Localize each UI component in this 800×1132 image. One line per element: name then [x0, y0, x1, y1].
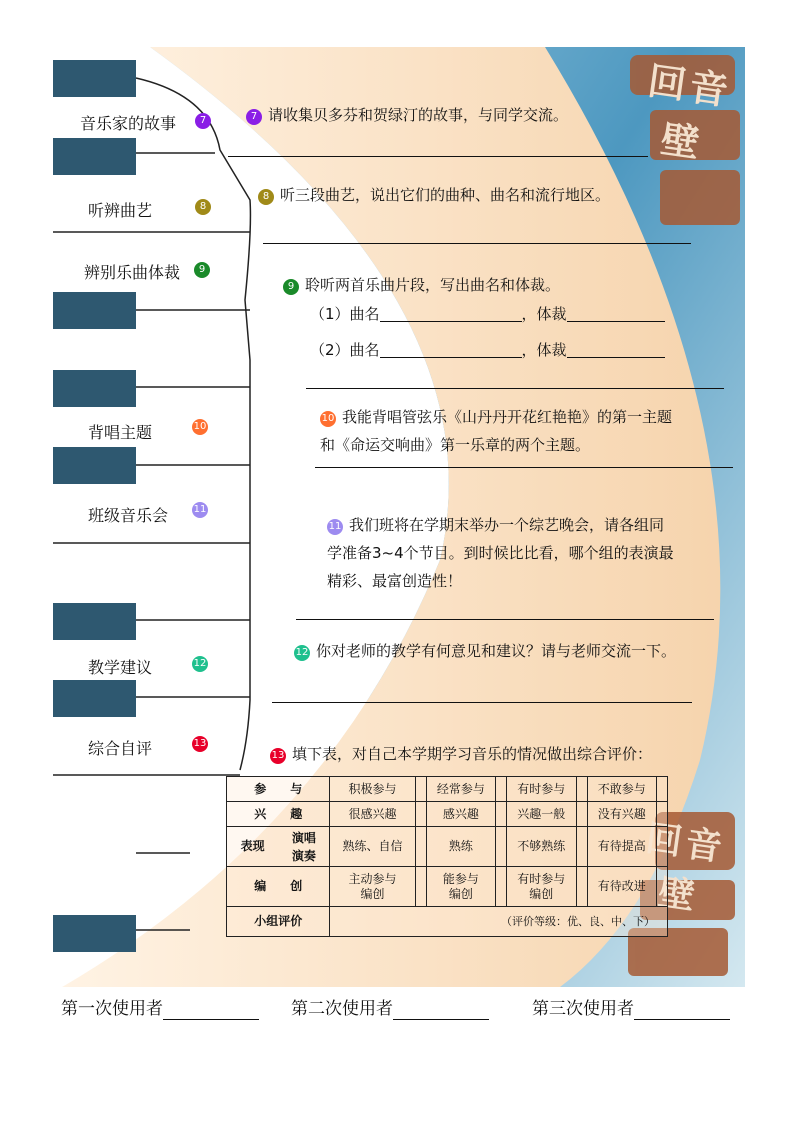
task-13-text: 填下表，对自己本学期学习音乐的情况做出综合评价： — [292, 745, 653, 763]
footer-user-1 — [61, 994, 259, 1020]
task-11 — [327, 511, 664, 540]
navy-tab — [53, 60, 136, 97]
badge-7-icon: 7 — [195, 113, 211, 129]
row-label-participation: 参 与 — [227, 777, 330, 802]
genre-blank-1[interactable] — [567, 303, 665, 322]
checkbox-cell[interactable] — [415, 827, 426, 867]
task-10-line1: 我能背唱管弦乐《山丹丹开花红艳艳》的第一主题 — [342, 408, 673, 426]
table-cell: 熟练、自信 — [330, 827, 415, 867]
badge-9-icon: 9 — [194, 262, 210, 278]
table-row — [227, 827, 668, 867]
genre-label: ，体裁 — [521, 341, 567, 359]
table-cell: 有待提高 — [587, 827, 657, 867]
checkbox-cell[interactable] — [576, 802, 587, 827]
checkbox-cell[interactable] — [496, 867, 507, 907]
user-2-label: 第二次使用者 — [291, 999, 393, 1019]
table-cell: 积极参与 — [330, 777, 415, 802]
table-cell: 没有兴趣 — [587, 802, 657, 827]
task-10-line2: 和《命运交响曲》第一乐章的两个主题。 — [320, 436, 591, 454]
task-7-text: 请收集贝多芬和贺绿汀的故事，与同学交流。 — [268, 106, 569, 124]
task-13 — [270, 740, 652, 769]
table-row — [227, 907, 668, 937]
genre-blank-2[interactable] — [567, 339, 665, 358]
sidebar-item-quyi: 听辨曲艺 — [88, 201, 153, 220]
badge-13-icon: 13 — [270, 748, 286, 764]
checkbox-cell[interactable] — [657, 777, 668, 802]
song-name-blank-2[interactable] — [380, 339, 522, 358]
row-sublabel-sing-play — [278, 827, 330, 867]
user-2-blank[interactable] — [393, 997, 489, 1020]
navy-tab — [53, 680, 136, 717]
sing-label: 演唱 — [291, 830, 316, 845]
badge-12-icon: 12 — [294, 645, 310, 661]
badge-11-icon: 11 — [192, 502, 208, 518]
table-cell: 有时参与 编创 — [507, 867, 576, 907]
navy-tab — [53, 292, 136, 329]
row-label-group-eval: 小组评价 — [227, 907, 330, 937]
task-9-answer-2 — [310, 336, 665, 365]
task-11-line1: 我们班将在学期末举办一个综艺晚会，请各组同 — [349, 516, 665, 534]
table-cell: 熟练 — [426, 827, 495, 867]
checkbox-cell[interactable] — [576, 777, 587, 802]
navy-tab — [53, 370, 136, 407]
row-label-creation: 编 创 — [227, 867, 330, 907]
badge-8-icon: 8 — [195, 199, 211, 215]
user-3-blank[interactable] — [634, 997, 730, 1020]
checkbox-cell[interactable] — [576, 867, 587, 907]
table-row — [227, 867, 668, 907]
seal-title-bottom: 回音壁 — [643, 817, 729, 919]
checkbox-cell[interactable] — [576, 827, 587, 867]
footer-user-2 — [291, 994, 489, 1020]
badge-9-icon: 9 — [283, 279, 299, 295]
table-row — [227, 777, 668, 802]
task-8 — [258, 181, 610, 210]
navy-tab — [53, 915, 136, 952]
seal-title-top: 回音壁 — [645, 58, 735, 167]
checkbox-cell[interactable] — [415, 802, 426, 827]
user-1-label: 第一次使用者 — [61, 999, 163, 1019]
task-9-text: 聆听两首乐曲片段，写出曲名和体裁。 — [305, 276, 561, 294]
badge-8-icon: 8 — [258, 189, 274, 205]
task-11-line2: 学准备3~4个节目。到时候比比看，哪个组的表演最 — [327, 544, 674, 562]
task-8-text: 听三段曲艺，说出它们的曲种、曲名和流行地区。 — [280, 186, 611, 204]
user-1-blank[interactable] — [163, 997, 259, 1020]
footer-user-3 — [532, 994, 730, 1020]
badge-13-icon: 13 — [192, 736, 208, 752]
badge-10-icon: 10 — [320, 411, 336, 427]
badge-7-icon: 7 — [246, 109, 262, 125]
song-name-label: （2）曲名 — [310, 341, 380, 359]
table-cell: 有待改进 — [587, 867, 657, 907]
task-10 — [320, 403, 672, 432]
user-3-label: 第三次使用者 — [532, 999, 634, 1019]
table-cell: 主动参与 编创 — [330, 867, 415, 907]
badge-10-icon: 10 — [192, 419, 208, 435]
table-row — [227, 802, 668, 827]
badge-12-icon: 12 — [192, 656, 208, 672]
separator-line — [296, 619, 714, 620]
navy-tab — [53, 138, 136, 175]
table-cell: 有时参与 — [507, 777, 576, 802]
sidebar-item-self-eval: 综合自评 — [88, 739, 153, 758]
table-cell: 能参与 编创 — [426, 867, 495, 907]
genre-label: ，体裁 — [521, 305, 567, 323]
navy-tab — [53, 447, 136, 484]
checkbox-cell[interactable] — [496, 827, 507, 867]
table-cell: 很感兴趣 — [330, 802, 415, 827]
group-eval-field[interactable]: （评价等级：优、良、中、下） — [330, 907, 668, 937]
navy-tab — [53, 603, 136, 640]
row-label-performance: 表现 — [227, 827, 279, 867]
table-cell: 兴趣一般 — [507, 802, 576, 827]
separator-line — [263, 243, 691, 244]
task-12 — [294, 637, 676, 666]
evaluation-table — [226, 776, 668, 937]
sidebar-item-genre: 辨别乐曲体裁 — [84, 263, 181, 282]
sidebar-item-teaching-advice: 教学建议 — [88, 658, 153, 677]
row-label-interest: 兴 趣 — [227, 802, 330, 827]
table-cell: 不够熟练 — [507, 827, 576, 867]
song-name-blank-1[interactable] — [380, 303, 522, 322]
separator-line — [315, 467, 733, 468]
separator-line — [272, 702, 692, 703]
play-label: 演奏 — [291, 848, 316, 863]
task-11-line3: 精彩、最富创造性！ — [327, 572, 463, 590]
task-9-answer-1 — [310, 300, 665, 329]
task-9 — [283, 271, 560, 300]
checkbox-cell[interactable] — [657, 827, 668, 867]
sidebar-item-musician-story: 音乐家的故事 — [80, 114, 177, 133]
task-12-text: 你对老师的教学有何意见和建议？请与老师交流一下。 — [316, 642, 677, 660]
table-cell: 不敢参与 — [587, 777, 657, 802]
checkbox-cell[interactable] — [496, 777, 507, 802]
sidebar-item-recite-theme: 背唱主题 — [88, 423, 153, 442]
checkbox-cell[interactable] — [415, 777, 426, 802]
checkbox-cell[interactable] — [657, 802, 668, 827]
task-7 — [246, 101, 568, 130]
checkbox-cell[interactable] — [415, 867, 426, 907]
table-cell: 感兴趣 — [426, 802, 495, 827]
checkbox-cell[interactable] — [496, 802, 507, 827]
table-cell: 经常参与 — [426, 777, 495, 802]
separator-line — [228, 156, 648, 157]
separator-line — [306, 388, 724, 389]
song-name-label: （1）曲名 — [310, 305, 380, 323]
badge-11-icon: 11 — [327, 519, 343, 535]
sidebar-item-class-concert: 班级音乐会 — [88, 506, 169, 525]
checkbox-cell[interactable] — [657, 867, 668, 907]
